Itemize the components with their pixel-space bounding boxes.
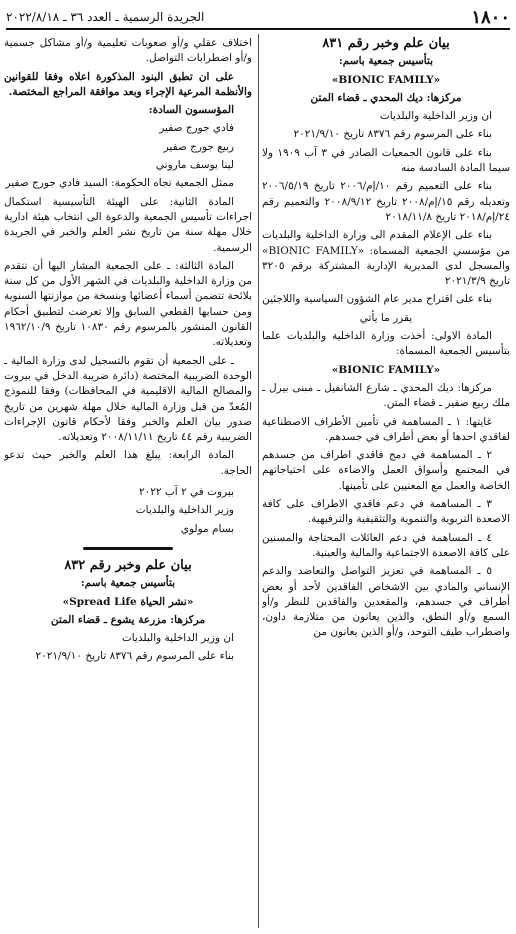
law-reference: بناء على قانون الجمعيات الصادر في ٣ آب ١٩٠٩ ولا سيما المادة السادسة منه [262, 146, 510, 175]
minister-name: بسام مولوي [180, 522, 234, 535]
article-3: المادة الثالثة: ـ على الجمعية المشار اليها أن تتقدم من وزارة الداخلية والبلديات في الشهر الأول من كل سنة بلائحة تتضمن أسماء أعضائها وبنسخة من موازنتها السنوية ومن حسابها القطعي السابق وإلا تعرضت لتطبيق أحكام القانون المنشور بالمرسوم رقم ١٠٨٣٠ تاريخ ١٩٦٢/١٠/٩ وتعديلاته. [4, 259, 252, 349]
page-number: ١٨٠٠ [471, 6, 510, 28]
minister-intro: ان وزير الداخلية والبلديات [379, 110, 492, 123]
notice-832-association-name: «نشر الحياة Spread Life» [62, 595, 194, 608]
signature-block [4, 485, 252, 537]
place-date: بيروت في ٢ آب ٢٠٢٢ [139, 486, 234, 499]
left-column [4, 36, 252, 928]
article-4: المادة الرابعة: يبلغ هذا العلم والخبر حيث تدعو الحاجة. [4, 449, 252, 477]
association-seat: مركزها: ديك المحدي ـ قضاء المتن [310, 91, 462, 104]
notice-832-subtitle: بتأسيس جمعية باسم: [80, 577, 176, 590]
column-divider [258, 34, 259, 928]
article-1: المادة الاولى: أخذت وزارة الداخلية والبلديات علما بتأسيس الجمعية المسماة: [262, 330, 510, 358]
association-name-repeat: «BIONIC FAMILY» [331, 363, 441, 376]
notice-831-title: بيان علم وخبر رقم ٨٣١ [322, 36, 450, 51]
seat-detail: مركزها: ديك المحدي ـ شارع الشانفيل ـ مبنى بيرل ـ ملك ربيع صفير ـ قضاء المتن. [262, 381, 510, 410]
journal-reference: الجريدة الرسمية ـ العدد ٣٦ ـ ٢٠٢٢/٨/١٨ [6, 10, 205, 24]
notice-832-seat: مركزها: مزرعة يشوع ـ قضاء المتن [50, 613, 206, 626]
section-separator [83, 547, 173, 550]
goal-3: ٣ ـ المساهمة في دعم فاقدي الاطراف على كافة الاصعدة التربوية والتنموية والتثقيفية والترفيهية. [262, 498, 510, 526]
goal-5-continuation: اختلاف عقلي و/أو صعوبات تعليمية و/أو مشاكل جسمية و/أو اضطرابات التواصل. [4, 37, 252, 65]
goal-1: غايتها: ١ ـ المساهمة في تأمين الأطراف الاصطناعية لفاقدي احدها أو بعض أطراف في جسدهم. [262, 415, 510, 443]
goal-5: ٥ ـ المساهمة في تعزيز التواصل والتعاضد والدعم الإنساني والمادي بين الاشخاص الفاقدين لأحد أو بعض أطراف في جسدهم، والمقعدين والفاقدين للنظر و/أو السمع و/أو النطق، والذين يعانون من متلازمة داون، واضطراب طيف التوحد، و/أو الذين يعانون من [262, 565, 510, 639]
goal-2: ٢ ـ المساهمة في دمج فاقدي اطراف من جسدهم في المجتمع وأسواق العمل والاضاءة على احتياجاتهم الخاصة والعمل مع المعنيين على تأمينها. [262, 449, 510, 492]
notification-reference: بناء على الإعلام المقدم الى وزارة الداخلية والبلديات من مؤسسي الجمعية المسماة: «BIONIC FAMILY» والمسجل لدى المديرية الإدارية المشتركة برقم ٣٢٠٥ تاريخ ٢٠٢١/٣/٩ [262, 229, 510, 288]
founder-item: لينا يوسف ماروني [155, 159, 234, 172]
notice-832-decree-reference: بناء على المرسوم رقم ٨٣٧٦ تاريخ ٢٠٢١/٩/١٠ [35, 650, 234, 663]
decree-reference: بناء على المرسوم رقم ٨٣٧٦ تاريخ ٢٠٢١/٩/١٠ [293, 128, 492, 141]
circular-reference: بناء على التعميم رقم ١٠/إم/٢٠٠٦ تاريخ ٢٠٠٦/٥/١٩ وتعديله رقم ١٥/إم/٢٠٠٨ تاريخ ٢٠٠٨/٩/١٢ والتعميم رقم ٢٤/إم/٢٠١٨ تاريخ ٢٠١٨/١١/٨ [262, 180, 510, 223]
representative: ممثل الجمعية تجاه الحكومة: السيد فادي جورج صفير [5, 177, 234, 190]
notice-832-minister-intro: ان وزير الداخلية والبلديات [121, 632, 234, 645]
founder-item: فادي جورج صفير [159, 122, 234, 135]
founders-heading: المؤسسون السادة: [148, 104, 234, 117]
notice-831-subtitle: بتأسيس جمعية باسم: [338, 55, 434, 68]
proposal-reference: بناء على اقتراح مدير عام الشؤون السياسية واللاجئين [262, 293, 492, 306]
goal-4: ٤ ـ المساهمة في دعم العائلات المحتاجة والمسنين على كافة الاصعدة الاجتماعية والمالية والعينية. [262, 531, 510, 559]
association-name: «BIONIC FAMILY» [331, 73, 441, 86]
article-2: المادة الثانية: على الهيئة التأسيسية استكمال اجراءات تأسيس الجمعية والدعوة الى انتخاب هيئة ادارية خلال مهلة سنة من تاريخ نشر العلم والخبر في الجريدة الرسمية. [4, 195, 252, 254]
article-3-tax: ـ على الجمعية أن تقوم بالتسجيل لدى وزارة المالية ـ الوحدة الضريبية المختصة (دائرة ضريبة الدخل في بيروت والمصالح المالية الاقليمية في المحافظات) وفقا للنموذج المُعدّ من قبل وزارة المالية خلال مهلة شهرين من تاريخ صدور بيان العلم والخبر وفقا لأحكام قانون الإجراءات الضريبية رقم ٤٤ تاريخ ٢٠٠٨/١١/١١ وتعديلاته. [4, 354, 252, 444]
notice-832-title: بيان علم وخبر رقم ٨٣٢ [64, 557, 192, 573]
condition-clause: على ان تطبق البنود المذكورة اعلاه وفقا للقوانين والأنظمة المرعية الإجراء وبعد موافقة المراجع المختصة. [4, 70, 252, 98]
right-column [262, 36, 510, 928]
minister-title: وزير الداخلية والبلديات [135, 504, 234, 517]
decides-heading: يقرر ما يأتي [359, 311, 413, 324]
page-header [6, 6, 510, 30]
founder-item: ربيع جورج صفير [163, 140, 234, 153]
